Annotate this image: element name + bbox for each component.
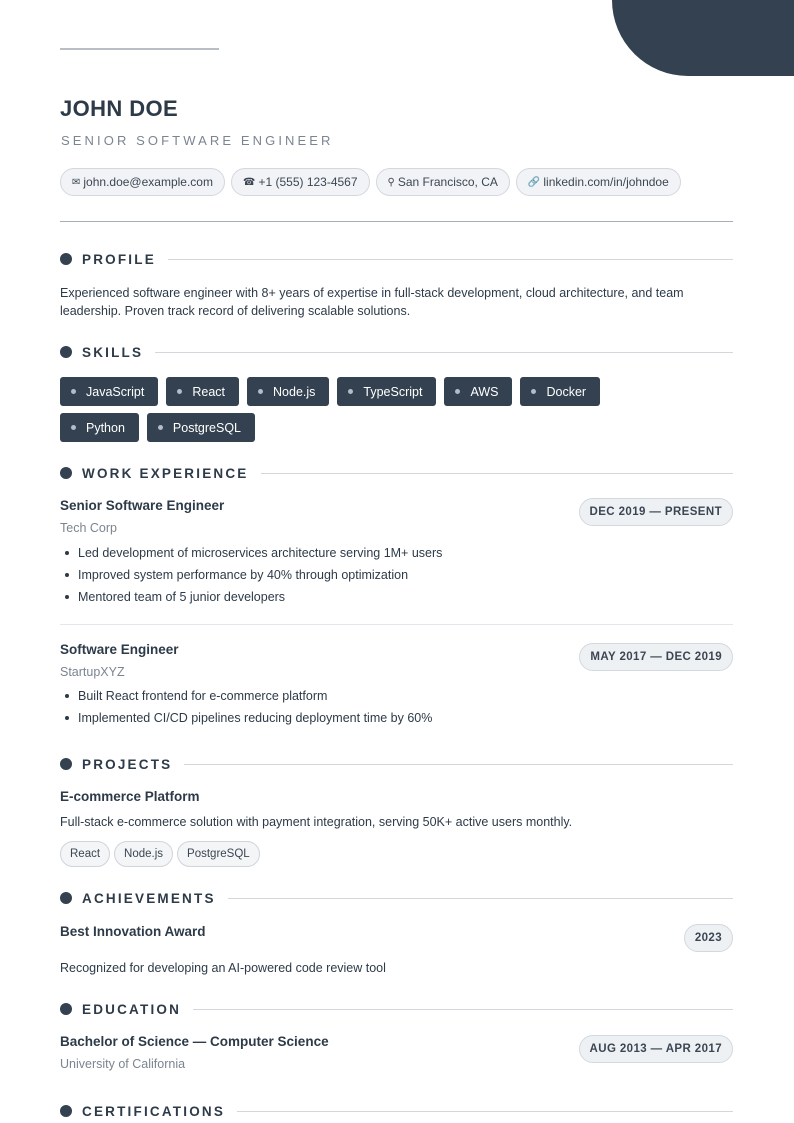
- skill-chip: [337, 377, 436, 406]
- list-item: Built React frontend for e-commerce platform: [60, 687, 432, 709]
- list-item: Improved system performance by 40% through optimization: [60, 566, 442, 588]
- section-rule: [193, 1009, 733, 1010]
- achievement-description: Recognized for developing an AI-powered code review tool: [60, 961, 386, 975]
- top-rule: [60, 48, 219, 50]
- education-dates-badge: AUG 2013 — APR 2017: [579, 1035, 733, 1063]
- section-label: EDUCATION: [82, 1001, 182, 1017]
- candidate-title: SENIOR SOFTWARE ENGINEER: [61, 133, 334, 148]
- skill-chip: [247, 377, 329, 406]
- envelope-icon: ✉: [72, 176, 81, 188]
- corner-decoration: [612, 0, 794, 76]
- section-label: SKILLS: [82, 344, 144, 360]
- list-item: Mentored team of 5 junior developers: [60, 588, 442, 610]
- contact-phone[interactable]: [231, 168, 370, 196]
- job-title: Software Engineer: [60, 642, 179, 657]
- section-rule: [184, 764, 733, 765]
- section-bullet-icon: [60, 346, 72, 358]
- skill-chip: [520, 377, 600, 406]
- contact-linkedin-text: linkedin.com/in/johndoe: [543, 175, 669, 189]
- school-name: University of California: [60, 1057, 186, 1071]
- achievement-title: Best Innovation Award: [60, 924, 206, 939]
- section-skills-heading: [60, 344, 733, 360]
- skill-bullet-icon: [258, 389, 263, 394]
- skill-chip: [166, 377, 239, 406]
- job-company: Tech Corp: [60, 521, 117, 535]
- skill-bullet-icon: [158, 425, 163, 430]
- skill-label: Docker: [546, 384, 587, 399]
- skill-label: TypeScript: [363, 384, 423, 399]
- location-icon: ⚲: [387, 176, 395, 188]
- section-bullet-icon: [60, 1003, 72, 1015]
- section-label: PROFILE: [82, 251, 156, 267]
- skill-label: React: [192, 384, 226, 399]
- achievement-year-badge: 2023: [684, 924, 733, 952]
- section-achievements-heading: [60, 890, 733, 906]
- skill-bullet-icon: [177, 389, 182, 394]
- list-item: Implemented CI/CD pipelines reducing deployment time by 60%: [60, 709, 432, 731]
- section-label: PROJECTS: [82, 756, 173, 772]
- phone-icon: ☎: [242, 176, 256, 188]
- header-divider: [60, 221, 733, 222]
- section-profile-heading: [60, 251, 733, 267]
- section-label: WORK EXPERIENCE: [82, 465, 249, 481]
- project-name: E-commerce Platform: [60, 789, 200, 804]
- section-rule: [261, 473, 733, 474]
- contact-location-text: San Francisco, CA: [397, 175, 498, 189]
- section-bullet-icon: [60, 758, 72, 770]
- link-icon: 🔗: [527, 176, 541, 188]
- section-bullet-icon: [60, 892, 72, 904]
- section-rule: [168, 259, 733, 260]
- job-achievements-list: [60, 687, 432, 731]
- profile-summary: Experienced software engineer with 8+ years of expertise in full-stack development, cloud architecture, and team leadership. Proven track record of delivering scalable solutions.: [60, 286, 684, 318]
- candidate-name: JOHN DOE: [60, 96, 179, 121]
- section-rule: [155, 352, 733, 353]
- skill-bullet-icon: [71, 425, 76, 430]
- skill-chip: [444, 377, 512, 406]
- section-bullet-icon: [60, 467, 72, 479]
- skill-bullet-icon: [455, 389, 460, 394]
- section-education-heading: [60, 1001, 733, 1017]
- tech-tag: Node.js: [114, 841, 173, 867]
- tech-tag: PostgreSQL: [177, 841, 260, 867]
- contact-phone-text: +1 (555) 123-4567: [258, 175, 358, 189]
- list-item: Led development of microservices architecture serving 1M+ users: [60, 544, 442, 566]
- skill-label: Python: [86, 420, 125, 435]
- section-label: ACHIEVEMENTS: [82, 890, 216, 906]
- skill-bullet-icon: [71, 389, 76, 394]
- job-achievements-list: [60, 544, 442, 610]
- section-experience-heading: [60, 465, 733, 481]
- project-description: Full-stack e-commerce solution with payment integration, serving 50K+ active users monthly.: [60, 815, 573, 829]
- section-certifications-heading: [60, 1103, 733, 1119]
- contact-linkedin[interactable]: [516, 168, 681, 196]
- skill-label: Node.js: [273, 384, 316, 399]
- job-company: StartupXYZ: [60, 665, 125, 679]
- skill-chip: [147, 413, 255, 442]
- project-tech-tags: [60, 841, 264, 867]
- contact-email[interactable]: [60, 168, 225, 196]
- skill-bullet-icon: [348, 389, 353, 394]
- job-dates-badge: MAY 2017 — DEC 2019: [579, 643, 733, 671]
- section-bullet-icon: [60, 1105, 72, 1117]
- job-title: Senior Software Engineer: [60, 498, 225, 513]
- job-divider: [60, 624, 733, 625]
- tech-tag: React: [60, 841, 110, 867]
- contact-list: [60, 168, 687, 196]
- contact-email-text: john.doe@example.com: [83, 175, 213, 189]
- job-dates-badge: DEC 2019 — PRESENT: [579, 498, 733, 526]
- degree-title: Bachelor of Science — Computer Science: [60, 1034, 329, 1049]
- section-bullet-icon: [60, 253, 72, 265]
- skill-bullet-icon: [531, 389, 536, 394]
- section-label: CERTIFICATIONS: [82, 1103, 226, 1119]
- skill-chip: [60, 377, 158, 406]
- section-rule: [237, 1111, 733, 1112]
- skills-list: [60, 377, 680, 449]
- skill-label: JavaScript: [86, 384, 145, 399]
- contact-location: [376, 168, 510, 196]
- section-projects-heading: [60, 756, 733, 772]
- skill-label: PostgreSQL: [172, 420, 242, 435]
- skill-chip: [60, 413, 139, 442]
- section-rule: [228, 898, 733, 899]
- skill-label: AWS: [470, 384, 499, 399]
